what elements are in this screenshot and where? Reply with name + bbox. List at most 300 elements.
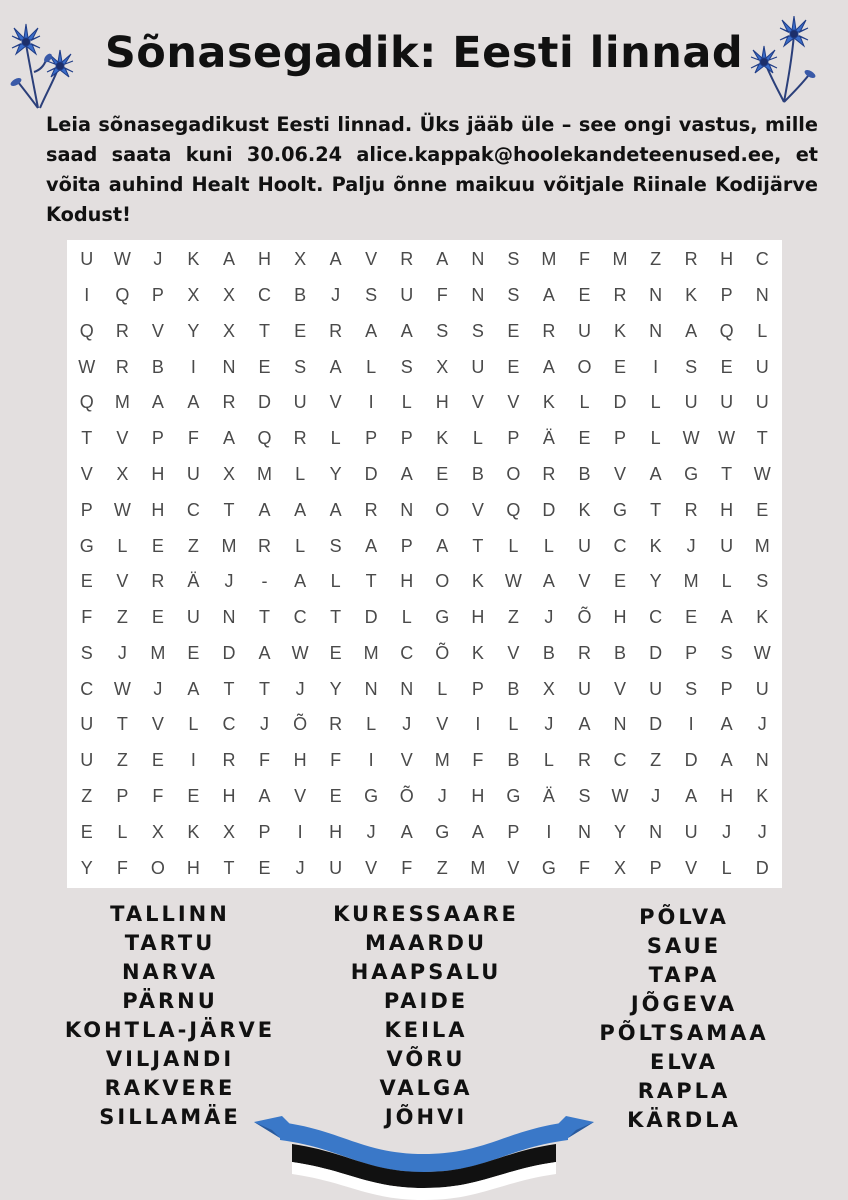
grid-letter: A xyxy=(294,571,307,592)
grid-letter: T xyxy=(223,499,235,520)
grid-letter: T xyxy=(259,320,271,341)
grid-letter: I xyxy=(190,356,196,377)
grid-letter: I xyxy=(368,392,374,413)
grid-letter: H xyxy=(329,821,343,842)
word-list-item: SAUE xyxy=(646,934,722,958)
grid-letter: E xyxy=(187,642,200,663)
word-list-item: JÕHVI xyxy=(384,1105,468,1129)
grid-letter: G xyxy=(541,857,556,878)
grid-letter: X xyxy=(542,678,555,699)
grid-letter: U xyxy=(577,320,591,341)
grid-letter: Z xyxy=(187,535,199,556)
grid-letter: Õ xyxy=(293,714,308,735)
grid-letter: H xyxy=(258,249,272,270)
grid-letter: E xyxy=(258,857,271,878)
grid-letter: Z xyxy=(650,249,662,270)
grid-letter: W xyxy=(113,499,131,520)
grid-letter: H xyxy=(720,786,734,807)
grid-letter: E xyxy=(614,356,627,377)
grid-letter: N xyxy=(755,285,769,306)
grid-letter: S xyxy=(436,320,449,341)
grid-letter: G xyxy=(79,535,94,556)
grid-letter: C xyxy=(222,714,236,735)
grid-letter: Y xyxy=(80,857,93,878)
grid-letter: B xyxy=(151,356,164,377)
grid-letter: E xyxy=(685,607,698,628)
grid-letter: J xyxy=(686,535,696,556)
grid-letter: M xyxy=(612,249,628,270)
grid-letter: E xyxy=(436,464,449,485)
grid-letter: P xyxy=(720,678,733,699)
grid-letter: U xyxy=(577,535,591,556)
grid-letter: Ä xyxy=(542,428,555,449)
grid-letter: T xyxy=(330,607,342,628)
word-search-grid xyxy=(67,240,782,888)
grid-letter: H xyxy=(613,607,627,628)
grid-letter: U xyxy=(720,535,734,556)
grid-letter: D xyxy=(755,857,769,878)
grid-letter: Õ xyxy=(399,786,414,807)
grid-letter: Z xyxy=(81,786,93,807)
grid-letter: G xyxy=(364,786,379,807)
grid-letter: J xyxy=(544,714,554,735)
grid-letter: J xyxy=(437,786,447,807)
grid-letter: U xyxy=(80,714,94,735)
grid-letter: H xyxy=(720,249,734,270)
word-list-item: VÕRU xyxy=(386,1047,466,1071)
grid-letter: X xyxy=(222,821,235,842)
grid-letter: Z xyxy=(116,750,128,771)
grid-letter: A xyxy=(365,535,378,556)
grid-letter: X xyxy=(151,821,164,842)
grid-letter: T xyxy=(116,714,128,735)
grid-letter: D xyxy=(364,607,378,628)
grid-letter: V xyxy=(507,857,520,878)
grid-letter: C xyxy=(613,535,627,556)
grid-letter: T xyxy=(223,678,235,699)
grid-letter: P xyxy=(649,857,662,878)
word-list-item: KURESSAARE xyxy=(333,902,519,926)
grid-letter: T xyxy=(721,464,733,485)
grid-letter: P xyxy=(80,499,93,520)
page-title: Sõnasegadik: Eesti linnad xyxy=(104,28,744,78)
grid-letter: L xyxy=(330,428,341,449)
grid-letter: C xyxy=(186,499,200,520)
grid-letter: U xyxy=(684,392,698,413)
grid-letter: O xyxy=(435,499,450,520)
grid-letter: N xyxy=(613,714,627,735)
grid-letter: R xyxy=(222,392,236,413)
grid-letter: H xyxy=(151,499,165,520)
grid-letter: L xyxy=(330,571,341,592)
grid-letter: A xyxy=(436,535,449,556)
grid-letter: O xyxy=(150,857,165,878)
estonian-flag-ribbon xyxy=(252,1108,596,1200)
grid-letter: N xyxy=(471,285,485,306)
grid-letter: T xyxy=(365,571,377,592)
grid-letter: A xyxy=(365,320,378,341)
grid-letter: A xyxy=(720,750,733,771)
grid-letter: Õ xyxy=(435,642,450,663)
word-list-item: PÕLTSAMAA xyxy=(599,1021,769,1045)
grid-letter: J xyxy=(757,714,767,735)
grid-letter: F xyxy=(578,249,590,270)
grid-letter: W xyxy=(504,571,522,592)
grid-letter: H xyxy=(435,392,449,413)
grid-letter: R xyxy=(115,320,129,341)
grid-letter: T xyxy=(756,428,768,449)
grid-letter: A xyxy=(258,642,271,663)
grid-letter: F xyxy=(472,750,484,771)
grid-letter: N xyxy=(649,285,663,306)
word-list-item: JÕGEVA xyxy=(630,992,738,1016)
grid-letter: G xyxy=(435,821,450,842)
grid-letter: G xyxy=(506,786,521,807)
grid-letter: M xyxy=(114,392,130,413)
grid-letter: E xyxy=(151,607,164,628)
grid-letter: I xyxy=(653,356,659,377)
grid-letter: J xyxy=(153,678,163,699)
grid-letter: N xyxy=(222,356,236,377)
grid-letter: A xyxy=(720,714,733,735)
grid-letter: K xyxy=(756,786,769,807)
grid-letter: V xyxy=(614,678,627,699)
grid-letter: C xyxy=(400,642,414,663)
grid-letter: S xyxy=(756,571,769,592)
grid-letter: A xyxy=(258,499,271,520)
grid-letter: U xyxy=(80,750,94,771)
grid-letter: E xyxy=(329,642,342,663)
grid-letter: N xyxy=(577,821,591,842)
grid-letter: S xyxy=(685,356,698,377)
grid-letter: H xyxy=(720,499,734,520)
grid-letter: J xyxy=(295,857,305,878)
grid-letter: L xyxy=(579,392,590,413)
grid-letter: J xyxy=(260,714,270,735)
grid-letter: D xyxy=(684,750,698,771)
grid-letter: F xyxy=(152,786,164,807)
grid-letter: P xyxy=(720,285,733,306)
grid-letter: P xyxy=(507,428,520,449)
grid-letter: Ä xyxy=(187,571,200,592)
grid-letter: J xyxy=(757,821,767,842)
grid-letter: S xyxy=(80,642,93,663)
grid-letter: T xyxy=(81,428,93,449)
grid-letter: E xyxy=(80,821,93,842)
grid-letter: N xyxy=(755,750,769,771)
grid-letter: P xyxy=(365,428,378,449)
grid-letter: M xyxy=(363,642,379,663)
word-list-item: PÄRNU xyxy=(122,989,218,1013)
grid-letter: V xyxy=(365,857,378,878)
grid-letter: R xyxy=(613,285,627,306)
grid-letter: K xyxy=(614,320,627,341)
grid-letter: L xyxy=(508,535,519,556)
grid-letter: W xyxy=(718,428,736,449)
grid-letter: V xyxy=(151,320,164,341)
grid-letter: L xyxy=(757,320,768,341)
grid-letter: D xyxy=(542,499,556,520)
grid-letter: A xyxy=(329,249,342,270)
grid-letter: Q xyxy=(506,499,521,520)
grid-letter: L xyxy=(401,392,412,413)
grid-letter: P xyxy=(685,642,698,663)
grid-letter: I xyxy=(688,714,694,735)
grid-letter: L xyxy=(366,714,377,735)
grid-letter: U xyxy=(186,607,200,628)
grid-letter: B xyxy=(542,642,555,663)
grid-letter: F xyxy=(436,285,448,306)
grid-letter: K xyxy=(471,642,484,663)
grid-letter: G xyxy=(613,499,628,520)
grid-letter: R xyxy=(115,356,129,377)
grid-letter: V xyxy=(471,499,484,520)
grid-letter: D xyxy=(649,642,663,663)
grid-letter: H xyxy=(151,464,165,485)
grid-letter: K xyxy=(187,249,200,270)
grid-letter: V xyxy=(578,571,591,592)
grid-letter: P xyxy=(614,428,627,449)
grid-letter: A xyxy=(578,714,591,735)
grid-letter: N xyxy=(222,607,236,628)
grid-letter: U xyxy=(755,356,769,377)
grid-letter: D xyxy=(364,464,378,485)
grid-letter: I xyxy=(190,750,196,771)
grid-letter: J xyxy=(402,714,412,735)
word-list-item: RAKVERE xyxy=(104,1076,236,1100)
grid-letter: N xyxy=(649,821,663,842)
grid-letter: J xyxy=(224,571,234,592)
grid-letter: A xyxy=(685,786,698,807)
grid-letter: M xyxy=(257,464,273,485)
grid-letter: S xyxy=(507,249,520,270)
grid-letter: E xyxy=(507,356,520,377)
grid-letter: R xyxy=(542,320,556,341)
grid-letter: E xyxy=(720,356,733,377)
word-list-item: VALGA xyxy=(379,1076,473,1100)
grid-letter: T xyxy=(259,607,271,628)
grid-letter: M xyxy=(221,535,237,556)
grid-letter: R xyxy=(577,642,591,663)
word-list-item: HAAPSALU xyxy=(350,960,502,984)
grid-letter: A xyxy=(649,464,662,485)
grid-letter: U xyxy=(80,249,94,270)
grid-letter: U xyxy=(684,821,698,842)
grid-letter: R xyxy=(542,464,556,485)
grid-letter: E xyxy=(80,571,93,592)
grid-letter: T xyxy=(259,678,271,699)
grid-letter: J xyxy=(295,678,305,699)
grid-letter: E xyxy=(578,428,591,449)
word-list-item: KOHTLA-JÄRVE xyxy=(64,1018,276,1042)
grid-letter: K xyxy=(187,821,200,842)
grid-letter: L xyxy=(117,821,128,842)
grid-letter: M xyxy=(683,571,699,592)
grid-letter: B xyxy=(614,642,627,663)
word-list-item: TAPA xyxy=(648,963,720,987)
grid-letter: C xyxy=(80,678,94,699)
grid-letter: U xyxy=(755,392,769,413)
grid-letter: Y xyxy=(329,464,342,485)
grid-letter: S xyxy=(400,356,413,377)
grid-letter: J xyxy=(366,821,376,842)
grid-letter: L xyxy=(366,356,377,377)
grid-letter: Y xyxy=(187,320,200,341)
word-list-item: TALLINN xyxy=(110,902,230,926)
grid-letter: M xyxy=(150,642,166,663)
word-list-item: VILJANDI xyxy=(105,1047,235,1071)
grid-letter: I xyxy=(84,285,90,306)
grid-letter: U xyxy=(293,392,307,413)
grid-letter: C xyxy=(258,285,272,306)
grid-letter: X xyxy=(116,464,129,485)
grid-letter: A xyxy=(720,607,733,628)
grid-letter: J xyxy=(331,285,341,306)
grid-letter: O xyxy=(435,571,450,592)
grid-letter: L xyxy=(437,678,448,699)
grid-letter: U xyxy=(755,678,769,699)
grid-letter: W xyxy=(611,786,629,807)
grid-letter: - xyxy=(261,571,268,592)
grid-letter: P xyxy=(507,821,520,842)
grid-letter: F xyxy=(330,750,342,771)
grid-letter: M xyxy=(470,857,486,878)
grid-letter: P xyxy=(116,786,129,807)
grid-letter: A xyxy=(329,499,342,520)
grid-letter: L xyxy=(295,464,306,485)
grid-letter: E xyxy=(614,571,627,592)
grid-letter: R xyxy=(258,535,272,556)
grid-letter: G xyxy=(435,607,450,628)
grid-letter: R xyxy=(293,428,307,449)
grid-letter: D xyxy=(258,392,272,413)
grid-letter: L xyxy=(650,392,661,413)
grid-letter: R xyxy=(151,571,165,592)
grid-letter: A xyxy=(258,786,271,807)
word-list-item: ELVA xyxy=(650,1050,718,1074)
grid-letter: V xyxy=(365,249,378,270)
grid-letter: X xyxy=(294,249,307,270)
grid-letter: S xyxy=(294,356,307,377)
grid-letter: Q xyxy=(79,392,94,413)
grid-letter: A xyxy=(151,392,164,413)
grid-letter: D xyxy=(649,714,663,735)
grid-letter: T xyxy=(223,857,235,878)
grid-letter: W xyxy=(291,642,309,663)
grid-letter: U xyxy=(329,857,343,878)
grid-letter: C xyxy=(613,750,627,771)
grid-letter: A xyxy=(222,428,235,449)
grid-letter: A xyxy=(187,392,200,413)
grid-letter: L xyxy=(295,535,306,556)
grid-letter: U xyxy=(649,678,663,699)
grid-letter: E xyxy=(756,499,769,520)
grid-letter: P xyxy=(400,535,413,556)
grid-letter: Q xyxy=(719,320,734,341)
grid-letter: V xyxy=(116,428,129,449)
grid-letter: N xyxy=(400,678,414,699)
grid-letter: D xyxy=(613,392,627,413)
grid-letter: S xyxy=(720,642,733,663)
grid-letter: X xyxy=(222,464,235,485)
grid-letter: O xyxy=(506,464,521,485)
grid-letter: E xyxy=(507,320,520,341)
grid-letter: R xyxy=(684,249,698,270)
grid-letter: R xyxy=(364,499,378,520)
grid-letter: K xyxy=(471,571,484,592)
grid-letter: I xyxy=(546,821,552,842)
grid-letter: L xyxy=(401,607,412,628)
grid-letter: X xyxy=(187,285,200,306)
grid-letter: K xyxy=(756,607,769,628)
grid-letter: A xyxy=(222,249,235,270)
grid-letter: J xyxy=(544,607,554,628)
grid-letter: B xyxy=(507,678,520,699)
grid-letter: L xyxy=(188,714,199,735)
grid-letter: Z xyxy=(507,607,519,628)
grid-letter: H xyxy=(293,750,307,771)
grid-letter: A xyxy=(685,320,698,341)
grid-letter: L xyxy=(543,750,554,771)
grid-letter: N xyxy=(400,499,414,520)
grid-letter: A xyxy=(294,499,307,520)
grid-letter: I xyxy=(297,821,303,842)
grid-letter: W xyxy=(682,428,700,449)
grid-letter: R xyxy=(222,750,236,771)
grid-letter: V xyxy=(471,392,484,413)
grid-letter: J xyxy=(722,821,732,842)
grid-letter: J xyxy=(153,249,163,270)
grid-letter: E xyxy=(294,320,307,341)
grid-letter: V xyxy=(116,571,129,592)
grid-letter: F xyxy=(578,857,590,878)
grid-letter: V xyxy=(507,642,520,663)
grid-letter: S xyxy=(471,320,484,341)
grid-letter: U xyxy=(720,392,734,413)
grid-letter: T xyxy=(650,499,662,520)
grid-letter: H xyxy=(400,571,414,592)
word-list-column-1 xyxy=(40,900,300,1132)
word-list-item: PÕLVA xyxy=(639,905,729,929)
word-list-item: SILLAMÄE xyxy=(99,1105,241,1129)
grid-letter: R xyxy=(329,320,343,341)
word-list-item: NARVA xyxy=(121,960,219,984)
grid-letter: H xyxy=(471,786,485,807)
grid-letter: A xyxy=(400,320,413,341)
grid-letter: P xyxy=(258,821,271,842)
grid-letter: V xyxy=(294,786,307,807)
grid-letter: U xyxy=(471,356,485,377)
grid-letter: N xyxy=(471,249,485,270)
grid-letter: K xyxy=(436,428,449,449)
grid-letter: M xyxy=(754,535,770,556)
grid-letter: J xyxy=(117,642,127,663)
grid-letter: P xyxy=(151,285,164,306)
grid-letter: N xyxy=(649,320,663,341)
grid-letter: C xyxy=(293,607,307,628)
grid-letter: K xyxy=(542,392,555,413)
grid-letter: R xyxy=(400,249,414,270)
grid-letter: Y xyxy=(649,571,662,592)
grid-letter: W xyxy=(753,642,771,663)
grid-letter: B xyxy=(578,464,591,485)
grid-letter: V xyxy=(329,392,342,413)
word-list-item: TARTU xyxy=(124,931,216,955)
grid-letter: U xyxy=(186,464,200,485)
grid-letter: N xyxy=(364,678,378,699)
grid-letter: E xyxy=(187,786,200,807)
grid-letter: A xyxy=(187,678,200,699)
